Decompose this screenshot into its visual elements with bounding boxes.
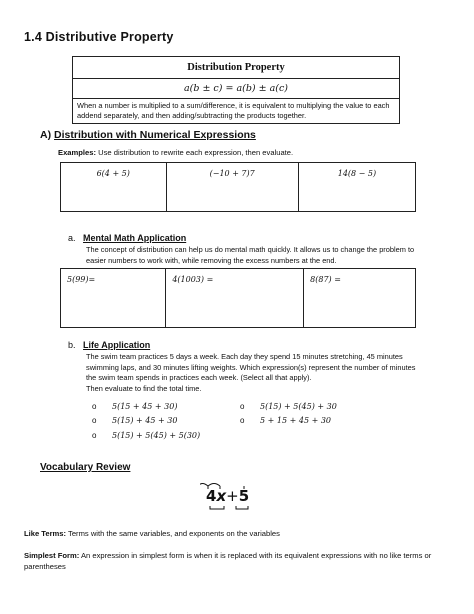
term-figure-plus: + xyxy=(226,487,239,505)
example-cell-3: 14(8 − 5) xyxy=(298,163,415,212)
examples-instruction xyxy=(58,148,293,157)
property-box xyxy=(72,56,400,124)
like-terms-label: Like Terms: xyxy=(24,529,67,538)
simplest-form-label: Simplest Form: xyxy=(24,551,80,560)
simplest-form-text: An expression in simplest form is when it is replaced with its equivalent expressions with no like terms or parentheses xyxy=(24,551,432,571)
life-application-marker: b. xyxy=(68,340,76,350)
option-bullet: o xyxy=(92,416,97,425)
property-description: When a number is multiplied to a sum/difference, it is equivalent to multiplying the value to each addend separately, and then adding/subtracting the products together. xyxy=(77,101,390,120)
term-figure-coef: 4 xyxy=(206,487,217,505)
option-3[interactable] xyxy=(92,416,177,425)
examples-label: Examples: xyxy=(58,148,96,157)
option-bullet: o xyxy=(240,416,245,425)
mental-math-cell-1: 5(99)= xyxy=(61,269,166,328)
mental-math-title: Mental Math Application xyxy=(83,233,187,243)
mental-math-text: The concept of distribution can help us do mental math quickly. It allows us to change the problem to easier numbers to work with, while removing the excess numbers at the end. xyxy=(86,245,415,265)
section-a-heading xyxy=(40,129,256,141)
term-figure-expression xyxy=(206,487,249,505)
life-application-text xyxy=(86,352,416,394)
vocabulary-heading xyxy=(40,462,130,473)
option-bullet: o xyxy=(240,402,245,411)
like-terms-text: Terms with the same variables, and exponents on the variables xyxy=(66,529,280,538)
examples-table xyxy=(60,162,416,212)
option-4[interactable] xyxy=(240,416,331,425)
vocabulary-title: Vocabulary Review xyxy=(40,462,131,473)
mental-math-cell-2: 4(1003) = xyxy=(166,269,304,328)
life-application-problem: The swim team practices 5 days a week. Each day they spend 15 minutes stretching, 45 minutes swimming laps, and 30 minutes lifting weights. Which expression(s) represent the number of minutes the swim team spends in practices each week. (Select all that apply). xyxy=(86,352,416,382)
term-figure-const: 5 xyxy=(238,487,250,505)
option-2-expr: 5(15) + 5(45) + 30 xyxy=(260,402,337,411)
option-5-expr: 5(15) + 5(45) + 5(30) xyxy=(112,431,201,440)
option-1[interactable] xyxy=(92,402,177,411)
mental-math-marker: a. xyxy=(68,233,76,243)
section-a-title: Distribution with Numerical Expressions xyxy=(54,129,256,141)
property-formula: a(b ± c) = a(b) ± a(c) xyxy=(73,79,399,99)
mental-math-table xyxy=(60,268,416,328)
life-application-heading xyxy=(68,340,150,350)
mental-math-heading xyxy=(68,233,186,243)
like-terms-definition xyxy=(24,529,444,538)
option-4-expr: 5 + 15 + 45 + 30 xyxy=(260,416,331,425)
option-3-expr: 5(15) + 45 + 30 xyxy=(112,416,178,425)
property-heading: Distribution Property xyxy=(73,57,399,79)
mental-math-cell-3: 8(87) = xyxy=(304,269,416,328)
examples-text: Use distribution to rewrite each expression, then evaluate. xyxy=(96,148,294,157)
option-bullet: o xyxy=(92,431,97,440)
life-application-title: Life Application xyxy=(83,340,151,350)
option-bullet: o xyxy=(92,402,97,411)
term-figure-var: x xyxy=(216,487,227,505)
option-1-expr: 5(15 + 45 + 30) xyxy=(112,402,178,411)
example-cell-1: 6(4 + 5) xyxy=(61,163,167,212)
option-5[interactable] xyxy=(92,431,200,440)
example-cell-2: (−10 + 7)7 xyxy=(166,163,298,212)
section-a-label: A) xyxy=(40,129,52,141)
term-figure xyxy=(200,480,256,510)
option-2[interactable] xyxy=(240,402,337,411)
simplest-form-definition xyxy=(24,550,444,572)
life-application-instruction: Then evaluate to find the total time. xyxy=(86,383,202,393)
page-title: 1.4 Distributive Property xyxy=(24,30,174,44)
